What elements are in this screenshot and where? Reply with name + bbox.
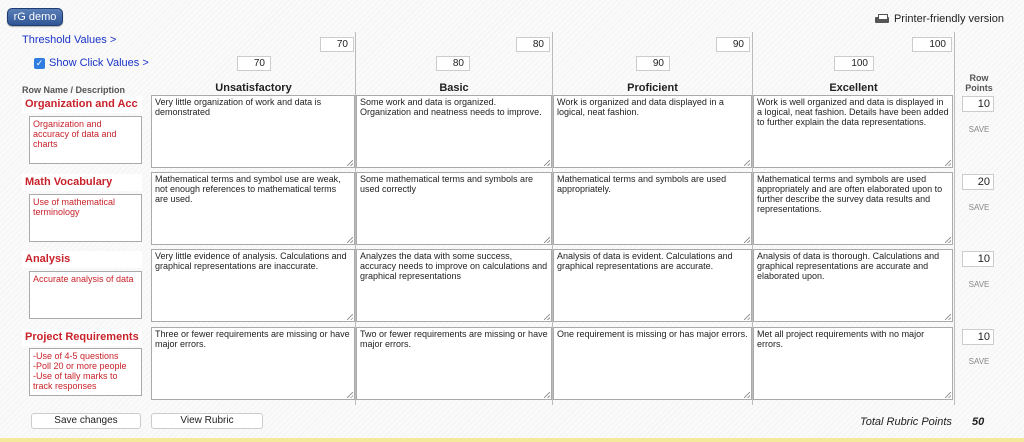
column-divider bbox=[954, 32, 955, 405]
cell-text: Some mathematical terms and symbols are used correctly bbox=[360, 174, 534, 194]
cell-text: Very little evidence of analysis. Calculations and graphical representations are inaccurate. bbox=[155, 251, 347, 271]
rubric-cell[interactable] bbox=[356, 172, 552, 245]
view-rubric-button[interactable]: View Rubric bbox=[151, 413, 263, 429]
row-name-input[interactable]: Analysis bbox=[22, 251, 142, 268]
rubric-cell[interactable] bbox=[553, 172, 752, 245]
threshold-input-basic[interactable]: 80 bbox=[516, 37, 550, 52]
rubric-cell[interactable] bbox=[151, 327, 355, 400]
resize-grip-icon[interactable] bbox=[945, 237, 951, 243]
resize-grip-icon[interactable] bbox=[945, 392, 951, 398]
row-points-input[interactable]: 10 bbox=[962, 96, 994, 112]
row-description-input[interactable]: Organization and accuracy of data and charts bbox=[29, 116, 142, 164]
resize-grip-icon[interactable] bbox=[347, 392, 353, 398]
rubric-cell[interactable] bbox=[553, 327, 752, 400]
row-save-button[interactable]: SAVE bbox=[968, 280, 990, 289]
click-value-excellent[interactable]: 100 bbox=[834, 56, 874, 71]
total-rubric-points-value: 50 bbox=[972, 416, 985, 428]
cell-text: Mathematical terms and symbols are used appropriately and are often elaborated upon to further describe the survey data results and representations. bbox=[757, 174, 943, 214]
app-logo[interactable]: rG demo bbox=[7, 8, 63, 26]
row-save-button[interactable]: SAVE bbox=[968, 357, 990, 366]
resize-grip-icon[interactable] bbox=[744, 160, 750, 166]
rubric-cell[interactable] bbox=[151, 249, 355, 322]
cell-text: Analyzes the data with some success, accuracy needs to improve on calculations and graphical representations bbox=[360, 251, 548, 281]
click-value-basic[interactable]: 80 bbox=[436, 56, 470, 71]
row-points-input[interactable]: 10 bbox=[962, 329, 994, 345]
cell-text: Mathematical terms and symbols are used appropriately. bbox=[557, 174, 727, 194]
row-name-input[interactable]: Organization and Acc bbox=[22, 96, 142, 113]
column-header-proficient: Proficient bbox=[627, 82, 678, 94]
cell-text: One requirement is missing or has major errors. bbox=[557, 329, 748, 339]
rubric-cell[interactable] bbox=[553, 95, 752, 168]
row-name-input[interactable]: Math Vocabulary bbox=[22, 174, 142, 191]
cell-text: Some work and data is organized. Organization and neatness needs to improve. bbox=[360, 97, 542, 117]
printer-friendly-link[interactable] bbox=[875, 13, 1004, 25]
resize-grip-icon[interactable] bbox=[744, 237, 750, 243]
rubric-cell[interactable] bbox=[356, 327, 552, 400]
column-header-basic: Basic bbox=[439, 82, 469, 94]
resize-grip-icon[interactable] bbox=[945, 314, 951, 320]
show-click-checkbox[interactable]: ✓ bbox=[35, 57, 44, 68]
save-changes-button[interactable]: Save changes bbox=[31, 413, 141, 429]
printer-friendly-label: Printer-friendly version bbox=[893, 13, 1004, 25]
threshold-values-link[interactable]: Threshold Values > bbox=[22, 34, 117, 46]
cell-text: Mathematical terms and symbol use are weak, not enough references to mathematical terms are used. bbox=[155, 174, 341, 204]
resize-grip-icon[interactable] bbox=[544, 392, 550, 398]
rubric-cell[interactable] bbox=[753, 249, 953, 322]
total-rubric-points-label: Total Rubric Points bbox=[860, 416, 952, 428]
rubric-cell[interactable] bbox=[753, 327, 953, 400]
rubric-cell[interactable] bbox=[753, 172, 953, 245]
click-value-unsatisfactory[interactable]: 70 bbox=[237, 56, 271, 71]
column-header-excellent: Excellent bbox=[829, 82, 878, 94]
row-save-button[interactable]: SAVE bbox=[968, 125, 990, 134]
rubric-cell[interactable] bbox=[356, 249, 552, 322]
resize-grip-icon[interactable] bbox=[544, 237, 550, 243]
click-value-proficient[interactable]: 90 bbox=[636, 56, 670, 71]
resize-grip-icon[interactable] bbox=[744, 314, 750, 320]
resize-grip-icon[interactable] bbox=[347, 237, 353, 243]
printer-icon bbox=[875, 14, 889, 24]
resize-grip-icon[interactable] bbox=[544, 160, 550, 166]
row-name-input[interactable]: Project Requirements bbox=[22, 329, 142, 346]
show-click-values-toggle[interactable] bbox=[34, 57, 149, 69]
rubric-cell[interactable] bbox=[753, 95, 953, 168]
cell-text: Work is well organized and data is displayed in a logical, neat fashion. Details have been added to further explain the data representations. bbox=[757, 97, 949, 127]
cell-text: Very little organization of work and data is demonstrated bbox=[155, 97, 322, 117]
rubric-cell[interactable] bbox=[151, 95, 355, 168]
cell-text: Three or fewer requirements are missing or have major errors. bbox=[155, 329, 350, 349]
row-name-header: Row Name / Description bbox=[22, 85, 126, 95]
bottom-status-bar bbox=[0, 438, 1024, 442]
resize-grip-icon[interactable] bbox=[544, 314, 550, 320]
row-description-input[interactable]: Use of mathematical terminology bbox=[29, 194, 142, 242]
column-header-unsatisfactory: Unsatisfactory bbox=[215, 82, 292, 94]
rubric-cell[interactable] bbox=[553, 249, 752, 322]
row-save-button[interactable]: SAVE bbox=[968, 203, 990, 212]
row-points-input[interactable]: 20 bbox=[962, 174, 994, 190]
rubric-cell[interactable] bbox=[356, 95, 552, 168]
show-click-values-label[interactable]: Show Click Values > bbox=[49, 57, 149, 69]
resize-grip-icon[interactable] bbox=[945, 160, 951, 166]
resize-grip-icon[interactable] bbox=[347, 160, 353, 166]
resize-grip-icon[interactable] bbox=[744, 392, 750, 398]
cell-text: Work is organized and data displayed in a logical, neat fashion. bbox=[557, 97, 724, 117]
cell-text: Analysis of data is evident. Calculations and graphical representations are accurate. bbox=[557, 251, 733, 271]
cell-text: Analysis of data is thorough. Calculations and graphical representations are accurate and elaborated upon. bbox=[757, 251, 940, 281]
row-description-input[interactable]: -Use of 4-5 questions -Poll 20 or more people -Use of tally marks to track responses bbox=[29, 348, 142, 396]
cell-text: Two or fewer requirements are missing or have major errors. bbox=[360, 329, 548, 349]
threshold-input-proficient[interactable]: 90 bbox=[716, 37, 750, 52]
threshold-input-excellent[interactable]: 100 bbox=[912, 37, 952, 52]
row-points-input[interactable]: 10 bbox=[962, 251, 994, 267]
rubric-cell[interactable] bbox=[151, 172, 355, 245]
cell-text: Met all project requirements with no major errors. bbox=[757, 329, 925, 349]
row-points-header: Row Points bbox=[965, 73, 993, 93]
threshold-input-unsatisfactory[interactable]: 70 bbox=[320, 37, 354, 52]
row-description-input[interactable]: Accurate analysis of data bbox=[29, 271, 142, 319]
resize-grip-icon[interactable] bbox=[347, 314, 353, 320]
